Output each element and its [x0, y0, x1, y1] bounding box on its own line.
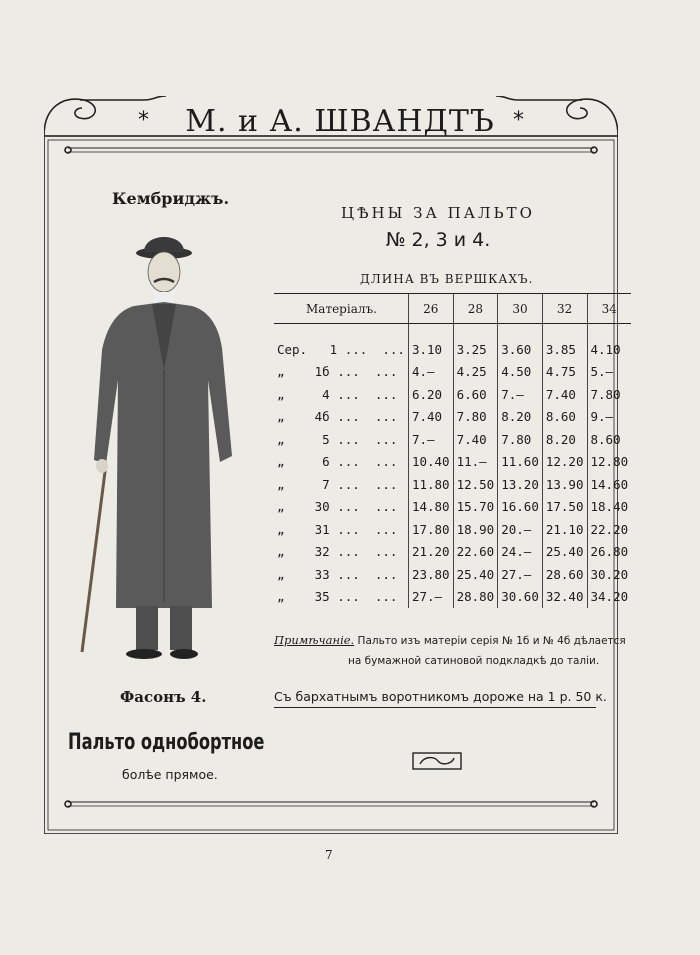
table-header-row	[274, 294, 631, 324]
material-cell: Сер. 1 ... ...	[277, 341, 405, 357]
price-cell: 30.20	[587, 563, 631, 586]
price-cell: 5.—	[587, 361, 631, 384]
price-cell: 7.80	[498, 428, 543, 451]
price-cell: 7.—	[408, 428, 453, 451]
note-text: Пальто изъ матеріи серія № 1б и № 4б дѣлается	[357, 635, 626, 647]
price-cell: 25.40	[453, 563, 498, 586]
price-cell: 25.40	[542, 541, 587, 564]
velvet-collar-note: Съ бархатнымъ воротникомъ дороже на 1 р. 50 к.	[274, 689, 596, 708]
material-cell: „ 4 ... ...	[277, 386, 398, 402]
material-cell: „ 35 ... ...	[277, 589, 398, 605]
price-cell: 13.20	[498, 473, 543, 496]
price-cell: 3.85	[542, 338, 587, 361]
price-cell: 27.—	[408, 586, 453, 609]
size-header: 26	[408, 294, 453, 324]
price-cell: 8.20	[498, 406, 543, 429]
price-cell: 3.10	[408, 338, 453, 361]
price-cell: 7.80	[587, 383, 631, 406]
material-cell: „ 30 ... ...	[277, 499, 398, 515]
price-cell: 11.60	[498, 451, 543, 474]
price-cell: 32.40	[542, 586, 587, 609]
coat-illustration	[72, 230, 257, 670]
material-cell: „ 4б ... ...	[277, 409, 398, 425]
price-cell: 24.—	[498, 541, 543, 564]
price-cell: 18.90	[453, 518, 498, 541]
price-cell: 4.75	[542, 361, 587, 384]
coat-description-2: болѣе прямое.	[122, 767, 218, 782]
price-table	[274, 293, 631, 608]
price-cell: 6.20	[408, 383, 453, 406]
ornament-icon	[412, 752, 462, 774]
price-cell: 27.—	[498, 563, 543, 586]
price-cell: 17.50	[542, 496, 587, 519]
price-cell: 11.80	[408, 473, 453, 496]
price-cell: 21.10	[542, 518, 587, 541]
price-cell: 16.60	[498, 496, 543, 519]
material-cell: „ 31 ... ...	[277, 521, 398, 537]
price-cell: 14.80	[408, 496, 453, 519]
table-row	[274, 406, 631, 429]
table-row	[274, 563, 631, 586]
price-cell: 7.80	[453, 406, 498, 429]
price-cell: 20.—	[498, 518, 543, 541]
price-cell: 26.80	[587, 541, 631, 564]
price-cell: 7.40	[453, 428, 498, 451]
price-cell: 4.50	[498, 361, 543, 384]
material-cell: „ 33 ... ...	[277, 566, 398, 582]
star-ornament-right: *	[513, 108, 524, 133]
price-cell: 34.20	[587, 586, 631, 609]
page-number: 7	[325, 848, 333, 862]
size-header: 28	[453, 294, 498, 324]
price-cell: 12.20	[542, 451, 587, 474]
size-header: 30	[498, 294, 543, 324]
price-cell: 30.60	[498, 586, 543, 609]
price-cell: 7.40	[408, 406, 453, 429]
price-cell: 4.25	[453, 361, 498, 384]
material-cell: „ 7 ... ...	[277, 476, 398, 492]
table-row	[274, 428, 631, 451]
table-row	[274, 383, 631, 406]
table-row	[274, 361, 631, 384]
length-label: ДЛИНА ВЪ ВЕРШКАХЪ.	[360, 272, 534, 286]
price-cell: 13.90	[542, 473, 587, 496]
table-row	[274, 338, 631, 361]
price-cell: 12.80	[587, 451, 631, 474]
style-label: Фасонъ 4.	[120, 688, 207, 706]
price-cell: 10.40	[408, 451, 453, 474]
price-cell: 3.25	[453, 338, 498, 361]
size-header: 34	[587, 294, 631, 324]
note-text-2: на бумажной сатиновой подкладкѣ до таліи.	[348, 655, 600, 667]
price-cell: 3.60	[498, 338, 543, 361]
price-cell: 7.40	[542, 383, 587, 406]
price-cell: 23.80	[408, 563, 453, 586]
price-title: ЦѢНЫ ЗА ПАЛЬТО	[341, 204, 535, 222]
model-name: Кембриджъ.	[112, 189, 230, 208]
table-row	[274, 541, 631, 564]
price-cell: 4.—	[408, 361, 453, 384]
price-cell: 6.60	[453, 383, 498, 406]
size-header: 32	[542, 294, 587, 324]
price-cell: 9.—	[587, 406, 631, 429]
price-cell: 4.10	[587, 338, 631, 361]
price-cell: 8.60	[587, 428, 631, 451]
material-header: Матеріалъ.	[274, 294, 408, 324]
price-cell: 7.—	[498, 383, 543, 406]
price-cell: 28.60	[542, 563, 587, 586]
price-cell: 14.60	[587, 473, 631, 496]
price-cell: 8.60	[542, 406, 587, 429]
price-cell: 28.80	[453, 586, 498, 609]
material-cell: „ 6 ... ...	[277, 454, 398, 470]
coat-description: Пальто однобортное	[68, 730, 265, 755]
price-numbers: № 2, 3 и 4.	[385, 229, 491, 251]
table-row	[274, 518, 631, 541]
material-cell: „ 1б ... ...	[277, 364, 398, 380]
price-cell: 18.40	[587, 496, 631, 519]
price-cell: 8.20	[542, 428, 587, 451]
star-ornament-left: *	[138, 108, 149, 133]
firm-name: М. и А. ШВАНДТЪ	[185, 104, 495, 139]
table-row	[274, 473, 631, 496]
material-cell: „ 5 ... ...	[277, 431, 398, 447]
table-row	[274, 496, 631, 519]
note-label: Примѣчаніе.	[274, 633, 355, 647]
price-cell: 22.20	[587, 518, 631, 541]
material-cell: „ 32 ... ...	[277, 544, 398, 560]
note	[274, 633, 626, 647]
price-cell: 17.80	[408, 518, 453, 541]
price-cell: 15.70	[453, 496, 498, 519]
price-cell: 12.50	[453, 473, 498, 496]
price-cell: 21.20	[408, 541, 453, 564]
price-cell: 22.60	[453, 541, 498, 564]
table-row	[274, 451, 631, 474]
price-cell: 11.—	[453, 451, 498, 474]
table-row	[274, 586, 631, 609]
